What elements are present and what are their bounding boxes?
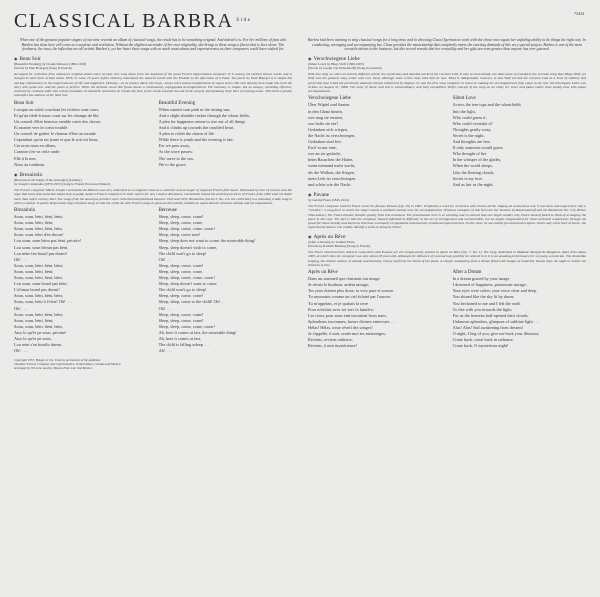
- lyric-line: in den Glanz hinein,: [308, 108, 343, 114]
- lyric-line: Come back, come back in radiance,: [452, 337, 514, 343]
- lyric-line: Come back, O mysterious night!: [452, 343, 509, 349]
- lyric-line: Lou néni s'en bouèlo durmi.: [14, 342, 63, 348]
- lyric-line: Ah! . . .: [158, 348, 172, 354]
- lyric-line: If only someone would guess: [452, 145, 503, 151]
- lyric-line: Lorsque au soleil couchant les rivières sont roses,: [14, 106, 100, 112]
- lyrics-lines: [453, 276, 586, 349]
- lyric-line: The wave to the sea,: [158, 155, 194, 161]
- lyric-line: Car nous nous en allons,: [14, 143, 57, 149]
- lyric-line: Nous au tombeau.: [14, 161, 46, 167]
- lyrics-heading: Brezairola: [14, 208, 35, 214]
- lyric-line: Thoughts gently sway,: [452, 126, 492, 132]
- lyric-line: Sleep, sleep, come, come, come!: [158, 226, 215, 232]
- lyric-line: Sleep, sleep, come, come,: [158, 268, 204, 274]
- lyrics-lines: [14, 107, 147, 168]
- section-title: ◉ Après un Rêve: [308, 233, 346, 240]
- lyrics-original: [14, 101, 147, 168]
- album-title: CLASSICAL BARBRA $^{Side}$: [14, 10, 252, 32]
- section-notes: With this song we enter an entirely different world, the mysterious and haunted world of the German Lied. It may be that nobody has done more to transform the German song than Hugo Wolf, yet Wolf was the greatest song writer who ever lived, although some critics have held that he was. What is indisputable, however, is that Wolf carried the German Lied to a level of subtlety and perfection that it had not previously attained. Deeply influenced by Wagner, he was the first song composer to insist on making the accompaniment fully equal to the text. Verschwiegene Liebe was written on August 31, 1888. The unity of music and text is extraordinary, and fully exemplifies Wolf's concept of the song as an entity for voice and piano rather than simply tune with piano accompaniment.: [308, 71, 586, 94]
- lyric-line: Soun, soun, bèni d'en docon!: [14, 232, 64, 238]
- bullet-icon: ◉: [14, 171, 18, 177]
- lyric-line: Gedanken sind frei.: [308, 139, 342, 145]
- lyric-line: Un conseil d'être heureux semble sortir des choses: [14, 118, 101, 124]
- section-title: ◉ Verschwiegene Liebe: [308, 55, 360, 62]
- lyric-line: In the whisper of the glades,: [452, 157, 502, 163]
- lyrics-heading: Berceuse: [158, 208, 177, 214]
- section-title: ◉ Beau Soir: [14, 55, 41, 62]
- lyrics: [14, 208, 292, 354]
- lyric-line: Sleep, sleep, come now!: [158, 232, 201, 238]
- lyric-line: Soun, soun, bèni, bèni, bèni,: [14, 226, 63, 232]
- bullet-icon: ◉: [14, 55, 18, 61]
- section-title: ◉ Pavane: [308, 191, 330, 198]
- lyric-line: We to the grave.: [158, 161, 187, 167]
- intro-left: When one of the greatest popular singers of our time records an album of classical songs, the result has to be something original. And indeed it is. For her millions of fans who Barbra has done here will come as a surprise and revelation. Without the slightest surrender of her own originality, she brings to these songs a flavor that is hers alone. The freshness, the trust, the inflection are all artistic Barbra's; yet her heart these songs with as much musicalness and expressiveness as their composers could have wished for.: [19, 38, 287, 52]
- section-subtitle: (Beautiful Evening) by Claude Debussy (1862-1918): [14, 61, 87, 66]
- lyric-line: Splendeurs inconnues, lueurs divines entrevues . . .: [308, 318, 396, 324]
- lyric-line: Soun, soun, bèni, bèni;: [14, 268, 54, 274]
- bullet-icon: ◉: [308, 233, 312, 239]
- lyric-line: Sleep, sleep, come, come, come!: [158, 275, 215, 281]
- lyric-line: Über Wipfel und Saaten: [308, 102, 350, 108]
- lyric-line: als die Wolken, die fliegen,: [308, 169, 355, 175]
- lyric-line: beim Rauschen der Haine,: [308, 157, 354, 163]
- lyric-line: Soun, soun, bèni, bèni, bèni;: [14, 214, 63, 220]
- lyric-line: And it climbs up towards the troubled heart.: [158, 125, 235, 131]
- lyric-line: Who could guess it,: [452, 114, 487, 120]
- lyric-line: Atso lo qu'és pe soun, pécaïre!: [14, 329, 67, 335]
- lyrics-original: [14, 208, 147, 354]
- lyric-line: Tu m'appelais, et je quittais la terre: [308, 300, 369, 306]
- section-notes: The Fauré characteristics noted in connection with Pavane are all conspicuously present in Après un Rêve (Op. 7, No. 1). The song, dedicated to Madame Marguerite Baugnies, dates from about 1865, at which time the composer was only about 20 years old. Although the influence of Gounod may possibly be noticed in it, it is an amazing performance for so young a musician. The dreamlike longing, the intense anxiety of melody and harmony convey perfectly the intent of the poem. A sleeper awakening from a dream filled with images of unearthly beauty begs the night to restore his illusions to him.: [308, 249, 586, 267]
- lyric-line: Gedanken sich wiegen,: [308, 126, 348, 132]
- lyric-line: Who thought of her: [452, 151, 487, 157]
- lyric-line: Sleep, sleep does not want to come, the miserable thing!: [158, 238, 256, 244]
- lyric-line: Soun, soun, bèni, bèni, bèni,: [14, 275, 63, 281]
- lyric-line: Errit' er nur eine,: [308, 145, 338, 151]
- lyric-line: A plea to relish the charm of life: [158, 131, 215, 137]
- section-subtitle: (Words by Romain Bussine) (Song in French): [308, 243, 371, 248]
- lyrics-heading: Après un Rêve: [308, 270, 338, 276]
- lyric-line: And thoughts are free.: [452, 139, 491, 145]
- lyrics-heading: Beautiful Evening: [158, 100, 196, 106]
- section-subtitle: (Words by Joseph von Eichendorff) (Song in German): [308, 65, 382, 70]
- section-notes: The French composer Marie-Joseph Canteloube de Malaret was very interested as a composer than as a collector and arranger of regional French folk music. Motivated by love of country and the hope that those folk materials might help to guide modern French composers in their search for new creative directions, Canteloube toured the ancient provinces of France from 1900 until his death more than half a century later. The songs from the Auvergne province were collected and published between 1923 and 1955. Brezairola (Series 3, No. 4 in the collection) is a humming cradle song in which a mother in gentle desperation begs reluctant sleep to visit her child. As with French songs in general, this lullaby exhibits an equal balance between melody and accompaniment.: [14, 187, 292, 205]
- lyrics-translation: [453, 270, 586, 349]
- lyrics-translation: [159, 208, 292, 354]
- section-subtitle: by Joseph Canteloube (1879-1957) (Song in French Provencal Dialect): [14, 181, 111, 186]
- lyric-line: wenn niemand mehr wacht,: [308, 163, 356, 169]
- lyric-line: Sleep, sleep, come, come!: [158, 214, 204, 220]
- lyric-line: Je t'appelle, ô nuit, rends-moi tes mensonges;: [308, 331, 386, 336]
- lyric-line: Lou soun, soun bèou pas bèni, pécaïre!: [14, 238, 82, 244]
- lyrics-lines: [453, 102, 586, 187]
- lyrics-heading: Verschwiegene Liebe: [308, 96, 351, 102]
- left-column: [14, 38, 292, 371]
- lyric-line: L'efonou bouol pas durmi!: [14, 287, 60, 293]
- lyric-line: Oh! . . .: [14, 305, 28, 311]
- section-subtitle: by Gabriel Fauré (1845-1924): [308, 197, 349, 202]
- lyrics-heading: Beau Soir: [14, 100, 34, 106]
- lyric-line: The child is falling asleep . . .: [158, 342, 210, 348]
- lyric-line: When sunsets turn pink in the setting sun,: [158, 106, 231, 112]
- lyrics: [14, 101, 292, 168]
- section-subtitle: (Words by Paul Bourget) (Song in French): [14, 65, 72, 70]
- lyric-line: Sleep, sleep, come to the child! Oh! . . .: [158, 299, 227, 305]
- lyric-line: Tu rayonnais comme un ciel éclairé par l'aurore;: [308, 294, 392, 300]
- lyric-line: While there is youth and the evening is fair,: [158, 137, 234, 143]
- lyric-line: Unknown splendors, glimpses of sublime light . . .: [452, 318, 540, 324]
- lyric-line: Je rêvais le bonheur, ardent mirage;: [308, 282, 370, 288]
- lyric-line: Reviens, reviens radieuse,: [308, 337, 353, 343]
- lyric-line: When the world sleeps,: [452, 163, 493, 169]
- lyric-line: Sleep, sleep, come, come!: [158, 293, 204, 299]
- lyric-line: You beckoned to me and I left the earth: [452, 300, 521, 306]
- lyric-line: To flee with you towards the light;: [452, 306, 512, 312]
- lyrics: [308, 270, 586, 349]
- lyric-line: Into the light,: [452, 108, 476, 114]
- intro-right: Barbra had been wanting to sing classical songs for a long time, and in choosing Claus Ogerman to work with she chose once again her unfailing ability to do things the right way. In conducting, arranging and accompanying her, Claus provides the musicianship that completely meets the exacting demands of this very special project. Barbra is one of the most versatile talents in the business, but this record reveals that her versatility and her gifts are even greater than anyone has ever guessed.: [308, 38, 586, 52]
- lyric-line: Et qu'un tiède frisson court sur les champs de blé,: [14, 112, 100, 118]
- lyric-line: Tes yeux étaient plus doux, ta voix pure et sonore.: [308, 288, 395, 294]
- lyric-line: Pour m'enfuir avec toi vers la lumière;: [308, 306, 374, 312]
- lyric-line: Soun, soun, bèni, bèni;: [14, 220, 54, 226]
- lyric-line: Soun, soun, bèni, bèni, bèni,: [14, 323, 63, 329]
- lyric-line: Ah, here it comes at last,: [158, 335, 202, 341]
- lyric-line: And as fair as the night.: [452, 181, 494, 187]
- section-apres-un-reve: [308, 234, 586, 350]
- lyric-line: O night, I beg of you, give me back your illusions;: [452, 331, 540, 336]
- lyric-line: wer an sie gedacht,: [308, 151, 341, 157]
- lyric-line: Who could overtake it?: [452, 120, 493, 126]
- section-subtitle: (Berceuse from Songs of the Auvergne) (Lullaby): [14, 177, 82, 182]
- lyrics-lines: [308, 276, 441, 349]
- lyric-line: Oh! . . .: [158, 305, 172, 311]
- lyric-line: Ah, here it comes at last, the miserable thing!: [158, 329, 237, 335]
- columns: [14, 38, 586, 371]
- lyric-line: wer holte sie ein?: [308, 120, 339, 126]
- lyric-line: Lou néne fen bouol pas durmi!: [14, 250, 68, 256]
- lyric-line: Et monter vers le coeur troublé.: [14, 125, 69, 131]
- lyric-line: Reviens, ô nuit mystérieuse!: [308, 343, 357, 349]
- lyric-line: Alas! Alas! Sad awakening from dreams!: [452, 324, 524, 330]
- lyric-line: Soun, soun, bèni à l'efon! Oh! . . .: [14, 299, 72, 305]
- lyric-line: Sleep, sleep, come, come, come!: [158, 323, 215, 329]
- lyric-line: Oh! . . .: [14, 348, 28, 354]
- lyrics-heading: Silent Love: [452, 96, 476, 102]
- lyric-line: Soun, soun, bèni, bèni, bèni;: [14, 293, 63, 299]
- lyrics-lines: [308, 102, 441, 187]
- lyric-line: Elle à la mer,: [14, 155, 37, 161]
- lyric-line: Soun, soun, bèni, bèni, bèni;: [14, 311, 63, 317]
- section-notes: The French composer Gabriel Fauré wrote his famous Pavane (Op. 50) in 1887. Originally a work for orchestra with chorus ad lib. singing an anonymous text, it has been rearranged here into a "vocalise," a song form in which the singer chants a wordless melody over the accompaniment. (Famous examples of this form are the Vocalise by Rachmaninoff and the Bachianas No. 5 by Heitor Villa-Lobos.) The Fauré Pavane benefits greatly from this treatment. The presentation here is so soothing and so natural that one might wonder why Fauré himself failed to think of arranging the piece in this way. The fact is that the composer himself admitted to difficulty in the art of arrangement and orchestration, but he amply compensated for these technical weaknesses through his powerful vision melody and harmony that have a uniquely recognizable and intensely emotional expressiveness. In this, also, he was totally personal and original. Given only a few bars of music, the experienced listener can readily identify a work as being by Fauré.: [308, 203, 586, 230]
- header: [14, 8, 586, 38]
- lyrics: [308, 96, 586, 187]
- section-brezairola: [14, 172, 292, 355]
- section-title: ◉ Brezairola: [14, 171, 42, 178]
- section-beau-soir: [14, 56, 292, 168]
- copyright-footer: Copyright 1957, Heugel et Cie. Used by permission of the publisher. Theodore Presser Company sole representative. United States, Canada and Mexico. Arranged by Oli to be used by Mexico Publ. Ltd. Usd Mexico: [14, 358, 122, 370]
- lyric-line: Like the fleeting clouds,: [452, 169, 495, 175]
- lyric-line: Sleep, sleep, come, come!: [158, 311, 204, 317]
- lyric-line: The child won't go to sleep!: [158, 250, 207, 256]
- side-mark: Side: [236, 18, 252, 23]
- lyric-line: A plea for happiness seems to rise out of all things: [158, 118, 246, 124]
- section-subtitle: (After a Dream), by Gabriel Fauré: [308, 239, 355, 244]
- lyric-line: Sleep, sleep, come, come,: [158, 220, 204, 226]
- lyrics-original: [308, 96, 441, 187]
- lyric-line: Oh! . . .: [158, 256, 172, 262]
- lyrics-lines: [159, 214, 292, 354]
- lyrics-translation: [453, 96, 586, 187]
- lyric-line: Oh! . . .: [14, 256, 28, 262]
- lyrics-heading: After a Dream: [452, 270, 482, 276]
- lyrics-translation: [159, 101, 292, 168]
- lyric-line: Cependant qu'on est jeune et que le soir est beau,: [14, 137, 99, 143]
- right-column: [308, 38, 586, 371]
- lyric-line: Lou soun, soun bèoun pas bèni,: [14, 244, 69, 250]
- lyric-line: You shined like the sky lit by dawn;: [452, 294, 515, 300]
- lyric-line: Atso lo qu'és pe soun,: [14, 335, 52, 341]
- lyric-line: Sleep, sleep doesn't want to come,: [158, 281, 218, 287]
- lyric-line: For we pass away,: [158, 143, 191, 149]
- lyric-line: Sleep, sleep, come, come!: [158, 317, 204, 323]
- section-pavane: [308, 192, 586, 230]
- lyric-line: Secret is my love: [452, 175, 483, 181]
- section-notes: Arranged for orchestra from Debussy's original piano-voice version, this song dates from the boyhood of the great French impressionist composer. It is among his earliest known works and is thought to have been written about 1878, or some 16 years before Debussy astonished the musical world with his Prelude to the Afternoon of a Faun. The poem by Paul Bourget is a simple but moving commentary on the impermanence of life and happiness. Debussy—as he always did in his songs—keeps voice and accompaniment on equal terms. His vast dynasty here made him treat the entry into good over and the poem is perfect. While the delicate vocal line floats above a continuously arpeggiated accompaniment. The harmony is simple, but as always, ravishing effective, achieved by constant shifts into remote tonalities. It should be noted that he retains the flow of the words towards the end of the song by interpolating three bars of ensuing music. This device greatly intensifies the sadness of the final line.: [14, 71, 292, 98]
- lyric-line: Sleep, sleep, come, come!: [158, 262, 204, 268]
- lyric-line: und schön wie die Nacht.: [308, 181, 352, 187]
- lyric-line: die Nacht ist verschwiegen,: [308, 132, 356, 138]
- lyric-line: Les cieux pour nous entr'ouvraient leurs nues,: [308, 312, 387, 318]
- lyric-line: Un conseil de goûter le charme d'être au monde: [14, 131, 96, 137]
- lyric-line: I dreamed of happiness, passionate mirage;: [452, 282, 527, 288]
- lyrics-lines: [14, 214, 147, 354]
- section-verschwiegene-liebe: [308, 56, 586, 188]
- lyric-line: Sleep, sleep doesn't wish to come,: [158, 244, 218, 250]
- bullet-icon: ◉: [308, 55, 312, 61]
- lyric-line: And a slight shudder rushes through the wheat fields,: [158, 112, 251, 118]
- lyric-line: Your eyes were softer, your voice clear and deep.: [452, 288, 538, 294]
- lyric-line: For us the heavens half-opened their clouds,: [452, 312, 529, 318]
- lyric-line: Secret is the night,: [452, 132, 485, 138]
- bullet-icon: ◉: [308, 191, 312, 197]
- lyric-line: Across the tree tops and the wheatfields: [452, 102, 522, 108]
- lyric-line: wer mag sie erraten,: [308, 114, 343, 120]
- lyric-line: Hélas! Hélas, triste réveil des songes!: [308, 324, 373, 330]
- lyric-line: Lou soun, soun bouol pas bèni,: [14, 281, 68, 287]
- lyrics-original: [308, 270, 441, 349]
- lyric-line: Dans un sommeil que charmait ton image: [308, 276, 380, 282]
- section-subtitle: (Silent Love) by Hugo Wolf (1860-1903): [308, 61, 364, 66]
- lyric-line: As the wave passes:: [158, 149, 194, 155]
- lyric-line: Soun, soun, bèni, bèni;: [14, 317, 54, 323]
- lyric-line: In a dream graced by your image: [452, 276, 510, 282]
- lyric-line: mein Lieb ist verschwiegen: [308, 175, 356, 181]
- lyric-line: The child won't go to sleep!: [158, 287, 207, 293]
- lyrics-lines: [159, 107, 292, 168]
- catalog-number: 73424: [574, 11, 584, 16]
- lyric-line: Comme s'en va cette onde:: [14, 149, 61, 155]
- lyric-line: Soun, soun, bèni, bèni, bèni;: [14, 262, 63, 268]
